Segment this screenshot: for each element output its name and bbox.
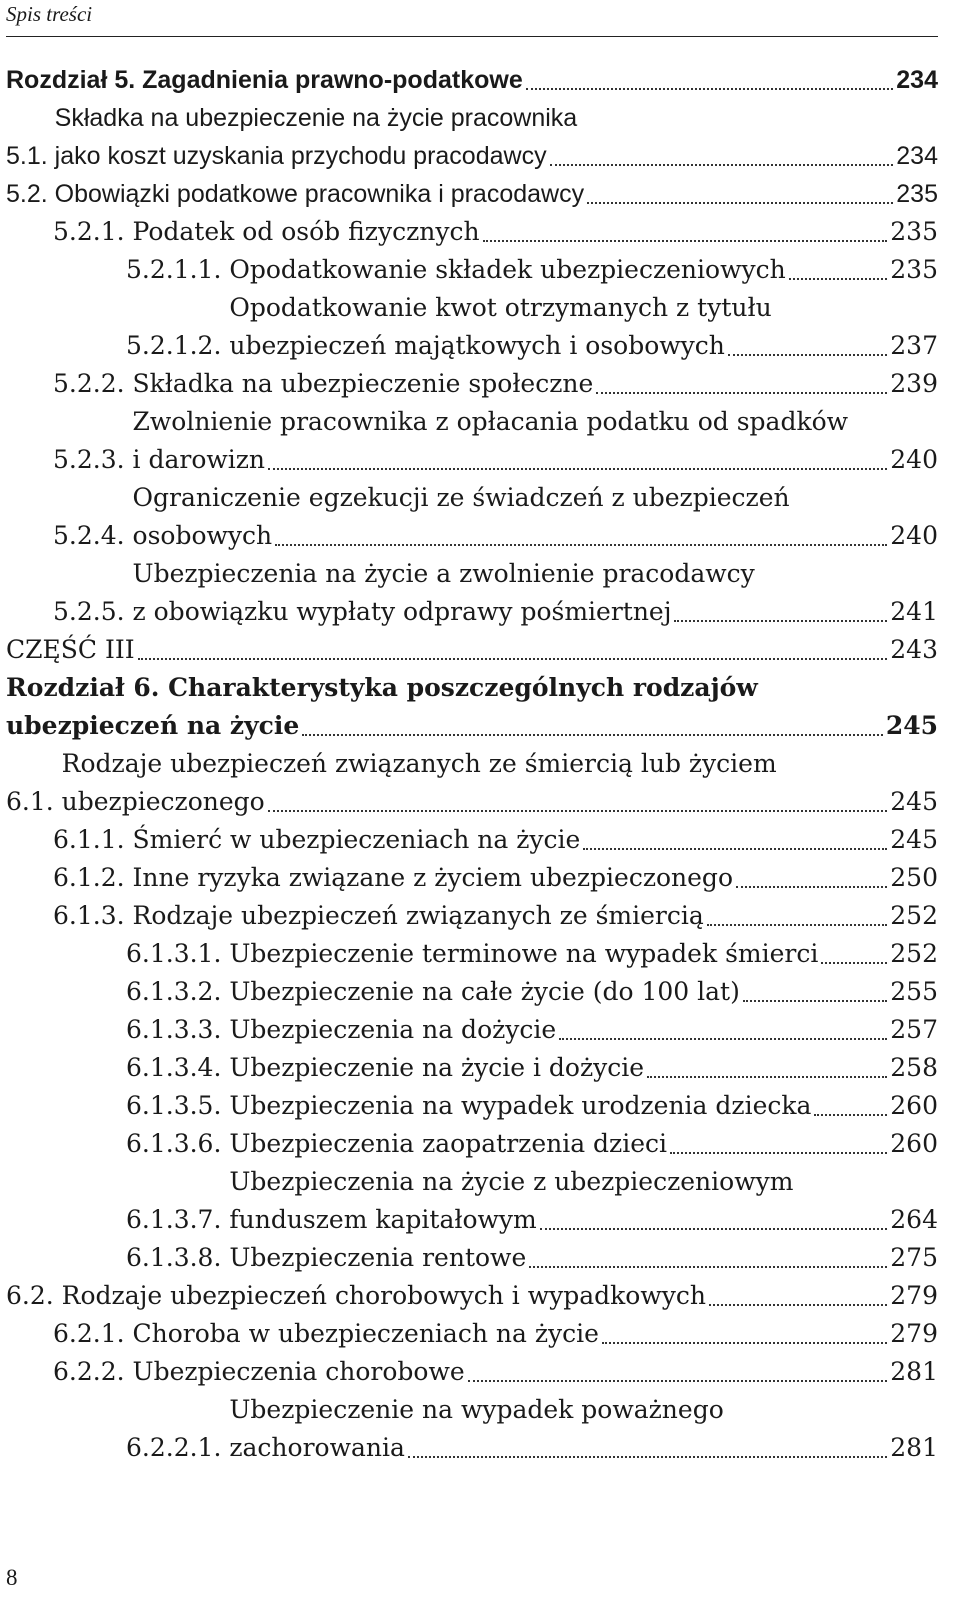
toc-entry-number: 6.1.3.1. [126,939,230,968]
dot-leader [814,1114,887,1116]
toc-entry-number: 5.2.1.2. [126,331,230,360]
toc-entry-title-line: funduszem kapitałowym [229,1205,537,1234]
toc-entry [6,251,938,289]
toc-entry [6,669,938,745]
toc-entry-title-line: Ubezpieczenia na życie z ubezpieczeniowym [229,1167,794,1196]
running-head: Spis treści [6,2,93,26]
toc-entry-number: 6.1.3.2. [126,977,230,1006]
toc-entry-number: 6.1.2. [53,863,133,892]
toc-entry-title-line: jako koszt uzyskania przychodu pracodawcy [54,142,547,170]
toc-entry-title-line: Inne ryzyka związane z życiem ubezpieczonego [132,863,733,892]
toc-page-number: 252 [890,901,938,930]
header-rule [6,36,938,37]
toc-entry [6,1049,938,1087]
toc-entry-number: 6.1.3.3. [126,1015,230,1044]
toc-page-number: 239 [890,369,938,398]
toc-entry-title-line: Choroba w ubezpieczeniach na życie [132,1319,599,1348]
dot-leader [647,1076,887,1078]
toc-entry-title-line: Rozdział 6. Charakterystyka poszczególnych rodzajów [6,673,758,702]
toc-entry [6,1125,938,1163]
toc-entry-number: 6.2. [6,1281,62,1310]
toc-page-number: 235 [890,255,938,284]
dot-leader [674,620,887,622]
toc-entry-title-line: Opodatkowanie kwot otrzymanych z tytułu [229,293,772,322]
toc-entry-number: 6.1.1. [53,825,133,854]
toc-entry-number: 5.2.3. [53,445,133,474]
toc-entry-title-line: Składka na ubezpieczenie społeczne [132,369,594,398]
toc-entry [6,175,938,213]
toc-entry-title-line: i darowizn [132,445,266,474]
dot-leader [743,1000,887,1002]
toc-page-number: 275 [890,1243,938,1272]
toc-page-number: 240 [890,521,938,550]
toc-entry-title-line: ubezpieczeń na życie [6,711,300,740]
toc-entry-number: 6.2.1. [53,1319,133,1348]
toc-page-number: 237 [890,331,938,360]
toc-page-number: 235 [896,180,938,208]
toc-entry [6,1277,938,1315]
table-of-contents [6,61,938,1467]
toc-page-number: 260 [890,1091,938,1120]
dot-leader [583,848,887,850]
dot-leader [821,962,887,964]
toc-page-number: 234 [896,66,938,94]
dot-leader [709,1304,887,1306]
dot-leader [602,1342,887,1344]
toc-entry-title-line: Ubezpieczenia na życie a zwolnienie pracodawcy [132,559,755,588]
toc-entry-title-line: Śmierć w ubezpieczeniach na życie [132,825,581,854]
toc-entry-title-line: osobowych [132,521,273,550]
toc-entry-number: 6.1. [6,787,62,816]
toc-page-number: 240 [890,445,938,474]
toc-entry-title-line: CZĘŚĆ III [6,635,135,664]
page-number: 8 [6,1565,18,1590]
toc-entry-number: 5.2.1.1. [126,255,230,284]
toc-entry-title-line: ubezpieczonego [61,787,265,816]
toc-entry-title-line: ubezpieczeń majątkowych i osobowych [229,331,725,360]
dot-leader [736,886,887,888]
dot-leader [550,164,894,166]
toc-entry-number: 6.1.3.7. [126,1205,230,1234]
dot-leader [540,1228,888,1230]
toc-entry-title-line: Obowiązki podatkowe pracownika i pracodawcy [54,180,585,208]
toc-entry [6,1391,938,1467]
dot-leader [596,392,887,394]
toc-entry-title-line: Ubezpieczenie na wypadek poważnego [229,1395,724,1424]
toc-page-number: 258 [890,1053,938,1082]
toc-page-number: 279 [890,1319,938,1348]
toc-entry-title-line: Składka na ubezpieczenie na życie pracownika [54,104,578,132]
dot-leader [268,810,888,812]
toc-entry-title-line: Rodzaje ubezpieczeń związanych ze śmiercią lub życiem [61,749,777,778]
toc-entry-number: 5.2.5. [53,597,133,626]
toc-entry [6,479,938,555]
toc-entry-number: 5.2. [6,180,55,208]
toc-page-number: 235 [890,217,938,246]
toc-entry-number: 6.1.3.8. [126,1243,230,1272]
dot-leader [275,544,887,546]
toc-entry-number: 5.2.4. [53,521,133,550]
toc-entry [6,631,938,669]
toc-entry [6,1163,938,1239]
toc-entry [6,1011,938,1049]
toc-entry [6,935,938,973]
toc-entry-number: 5.2.2. [53,369,133,398]
dot-leader [302,734,883,736]
dot-leader [789,278,888,280]
toc-entry [6,897,938,935]
toc-page-number: 281 [890,1433,938,1462]
toc-entry [6,1087,938,1125]
toc-entry-number: 6.2.2. [53,1357,133,1386]
toc-entry-title-line: Podatek od osób fizycznych [132,217,480,246]
toc-page-number: 252 [890,939,938,968]
toc-entry [6,821,938,859]
toc-entry-title-line: Rodzaje ubezpieczeń chorobowych i wypadkowych [61,1281,706,1310]
toc-entry [6,1315,938,1353]
toc-entry-title-line: Zwolnienie pracownika z opłacania podatku od spadków [132,407,849,436]
toc-entry-number: 6.1.3.4. [126,1053,230,1082]
dot-leader [526,88,894,90]
toc-entry-title-line: Rodzaje ubezpieczeń związanych ze śmiercią [132,901,704,930]
toc-entry-title-line: zachorowania [229,1433,405,1462]
toc-page-number: 234 [896,142,938,170]
toc-entry [6,555,938,631]
toc-entry-number: 6.1.3.5. [126,1091,230,1120]
toc-entry [6,859,938,897]
toc-entry [6,403,938,479]
toc-page-number: 243 [890,635,938,664]
toc-entry-title-line: Rozdział 5. Zagadnienia prawno-podatkowe [6,66,523,94]
toc-entry-title-line: Ubezpieczenie terminowe na wypadek śmierci [229,939,819,968]
toc-page-number: 281 [890,1357,938,1386]
toc-entry-title-line: Ubezpieczenia rentowe [229,1243,527,1272]
dot-leader [483,240,888,242]
toc-entry-title-line: Ubezpieczenia na dożycie [229,1015,557,1044]
toc-entry-title-line: z obowiązku wypłaty odprawy pośmiertnej [132,597,672,626]
toc-entry-title-line: Ubezpieczenie na całe życie (do 100 lat) [229,977,740,1006]
dot-leader [559,1038,887,1040]
dot-leader [138,658,888,660]
toc-page-number: 245 [885,711,938,740]
toc-entry-title-line: Ubezpieczenie na życie i dożycie [229,1053,645,1082]
dot-leader [529,1266,887,1268]
toc-entry-title-line: Ubezpieczenia zaopatrzenia dzieci [229,1129,668,1158]
dot-leader [587,202,893,204]
toc-entry-title-line: Ubezpieczenia na wypadek urodzenia dziecka [229,1091,812,1120]
toc-entry [6,99,938,175]
dot-leader [268,468,887,470]
dot-leader [408,1456,887,1458]
toc-page-number: 257 [890,1015,938,1044]
toc-entry-number: 6.2.2.1. [126,1433,230,1462]
toc-page-number: 245 [890,825,938,854]
toc-entry-title-line: Opodatkowanie składek ubezpieczeniowych [229,255,786,284]
toc-page-number: 241 [890,597,938,626]
toc-page-number: 264 [890,1205,938,1234]
toc-entry-number: 5.2.1. [53,217,133,246]
toc-entry-title-line: Ubezpieczenia chorobowe [132,1357,465,1386]
toc-page-number: 260 [890,1129,938,1158]
toc-page-number: 279 [890,1281,938,1310]
toc-entry-number: 6.1.3. [53,901,133,930]
toc-entry [6,213,938,251]
toc-entry [6,745,938,821]
toc-entry [6,365,938,403]
toc-entry [6,61,938,99]
dot-leader [707,924,888,926]
toc-entry-number: 6.1.3.6. [126,1129,230,1158]
toc-entry-number: 5.1. [6,142,55,170]
dot-leader [728,354,887,356]
toc-page-number: 255 [890,977,938,1006]
toc-entry [6,1353,938,1391]
toc-entry [6,1239,938,1277]
toc-page-number: 250 [890,863,938,892]
toc-page-number: 245 [890,787,938,816]
toc-entry-title-line: Ograniczenie egzekucji ze świadczeń z ubezpieczeń [132,483,790,512]
toc-entry [6,289,938,365]
dot-leader [468,1380,888,1382]
toc-entry [6,973,938,1011]
dot-leader [670,1152,887,1154]
